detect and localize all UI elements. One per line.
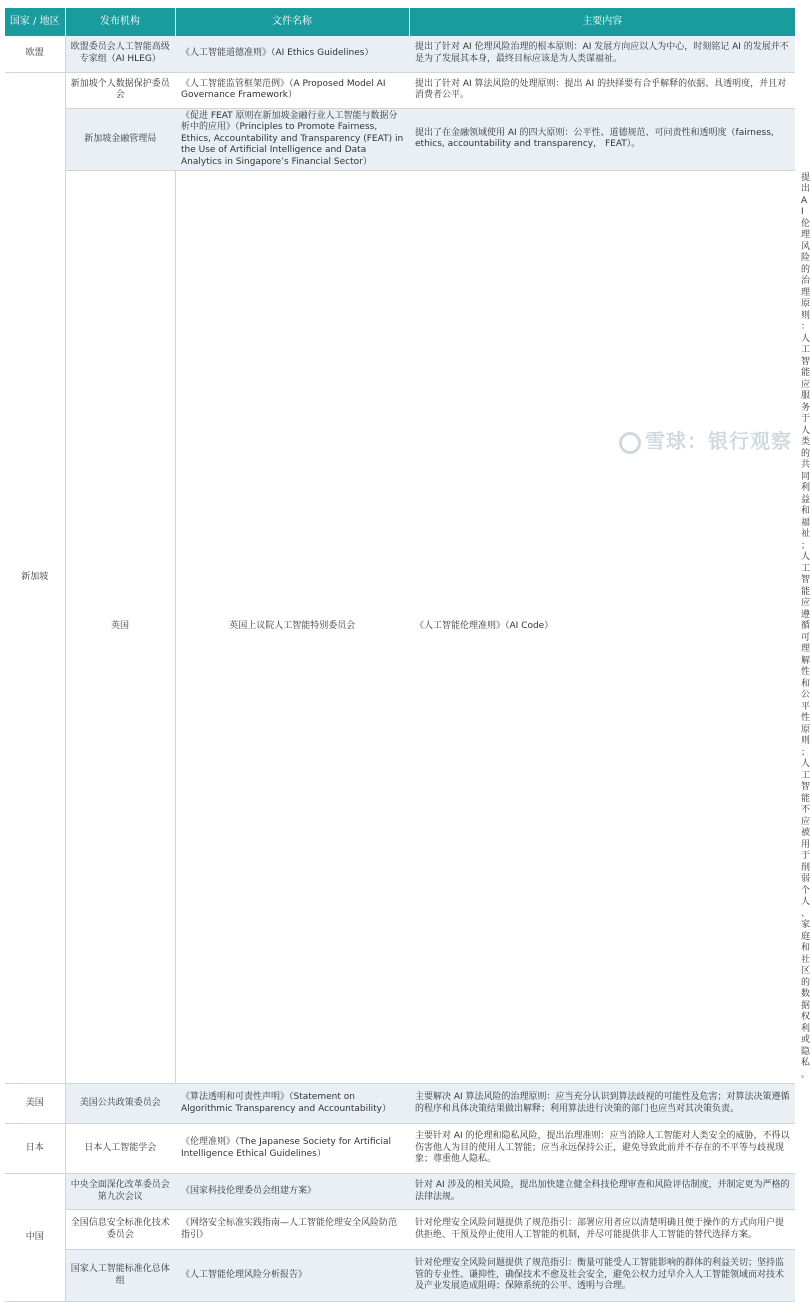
cell-org: 日本人工智能学会 (65, 1124, 175, 1174)
cell-org: 美国公共政策委员会 (65, 1084, 175, 1124)
cell-content: 针对伦理安全风险问题提供了规范指引：衡量可能受人工智能影响的群体的利益关切；坚持监管的专业性、谦抑性，确保技术不愈及社会安全，避免公权力过早介入人工智能领域而对技术及产业发展造成阻碍；保障系统的公平、透明与合理。 (409, 1250, 795, 1302)
watermark (619, 425, 792, 454)
cell-country: 美国 (5, 1084, 65, 1124)
table-row: 英国 英国上议院人工智能特别委员会 《人工智能伦理准则》（AI Code） 提出 AI 伦理风险的治理原则：人工智能应服务于人类的共同利益和福祉；人工智能应遵循可理解性和公平性原则；人工智能不应被用于削弱个人、家庭和社区的数据权利或隐私。 (5, 171, 795, 1084)
table-row (5, 72, 795, 108)
cell-country: 日本 (5, 1124, 65, 1174)
cell-country: 新加坡 (5, 72, 65, 1084)
cell-content: 主要解决 AI 算法风险的治理原则：应当充分认识到算法歧视的可能性及危害；对算法决策遵循的程序和具体决策结果做出解释；利用算法进行决策的部门也应当对其决策负责。 (409, 1084, 795, 1124)
cell-org: 新加坡个人数据保护委员会 (65, 72, 175, 108)
cell-org: 新加坡金融管理局 (65, 108, 175, 171)
cell-content: 提出了在金融领域使用 AI 的四大原则：公平性、道德规范、可问责性和透明度（fairness, ethics, accountability and transparency， FEAT）。 (409, 108, 795, 171)
table-row (5, 1210, 795, 1250)
snowball-logo-icon (619, 432, 641, 454)
watermark-text: 雪球：银行观察 (645, 429, 792, 453)
cell-country: 欧盟 (5, 36, 65, 72)
table-row (5, 108, 795, 171)
cell-doc: 《网络安全标准实践指南—人工智能伦理安全风险防范指引》 (175, 1210, 409, 1250)
cell-doc: 《国家科技伦理委员会组建方案》 (175, 1174, 409, 1210)
cell-content: 针对伦理安全风险问题提供了规范指引：部署应用者应以清楚明确且便于操作的方式向用户提供拒绝、干预及停止使用人工智能的机制，并尽可能提供非人工智能的替代选择方案。 (409, 1210, 795, 1250)
cell-content: 主要针对 AI 的伦理和隐私风险，提出治理准则：应当消除人工智能对人类安全的威胁，不得以伤害他人为目的使用人工智能；应当永远保持公正，避免导致此前并不存在的不平等与歧视现象；尊重他人隐私。 (409, 1124, 795, 1174)
table-row (5, 36, 795, 72)
table-header-row (5, 8, 795, 36)
cell-doc: 《算法透明和可责性声明》（Statement on Algorithmic Transparency and Accountability） (175, 1084, 409, 1124)
cell-country: 英国 (65, 171, 175, 1084)
cell-doc: 《促进 FEAT 原则在新加坡金融行业人工智能与数据分析中的应用》（Principles to Promote Fairness, Ethics, Accountability and Transparency (FEAT) in the Use of Artificial Intelligence and Data Analytics in Singapore’s Financial Sector） (175, 108, 409, 171)
header-doc: 文件名称 (175, 8, 409, 36)
cell-country: 中国 (5, 1174, 65, 1302)
cell-doc: 《人工智能伦理风险分析报告》 (175, 1250, 409, 1302)
cell-doc: 《人工智能道德准则》（AI Ethics Guidelines） (175, 36, 409, 72)
header-content: 主要内容 (409, 8, 795, 36)
cell-content: 提出了针对 AI 算法风险的处理原则：提出 AI 的抉择要有合乎解释的依据、具透明度，并且对消费者公平。 (409, 72, 795, 108)
cell-content: 提出了针对 AI 伦理风险治理的根本原则：AI 发展方向应以人为中心，时刻铭记 AI 的发展并不是为了发展其本身，最终目标应该是为人类谋福祉。 (409, 36, 795, 72)
cell-org: 中央全面深化改革委员会第九次会议 (65, 1174, 175, 1210)
header-country: 国家 / 地区 (5, 8, 65, 36)
regulation-table (5, 8, 810, 1302)
cell-org: 国家人工智能标准化总体组 (65, 1250, 175, 1302)
cell-org: 欧盟委员会人工智能高级专家组（AI HLEG） (65, 36, 175, 72)
cell-org: 全国信息安全标准化技术委员会 (65, 1210, 175, 1250)
cell-doc: 《人工智能监管框架范例》（A Proposed Model AI Governance Framework） (175, 72, 409, 108)
cell-doc: 《伦理准则》（The Japanese Society for Artificial Intelligence Ethical Guidelines） (175, 1124, 409, 1174)
table-row (5, 1124, 795, 1174)
cell-content: 针对 AI 涉及的相关风险，提出加快建立健全科技伦理审查和风险评估制度，并制定更为严格的法律法规。 (409, 1174, 795, 1210)
table-row (5, 1250, 795, 1302)
table-row (5, 1174, 795, 1210)
header-org: 发布机构 (65, 8, 175, 36)
table-row (5, 1084, 795, 1124)
cell-org: 英国上议院人工智能特别委员会 (175, 171, 409, 1084)
cell-doc: 《人工智能伦理准则》（AI Code） (409, 171, 795, 1084)
